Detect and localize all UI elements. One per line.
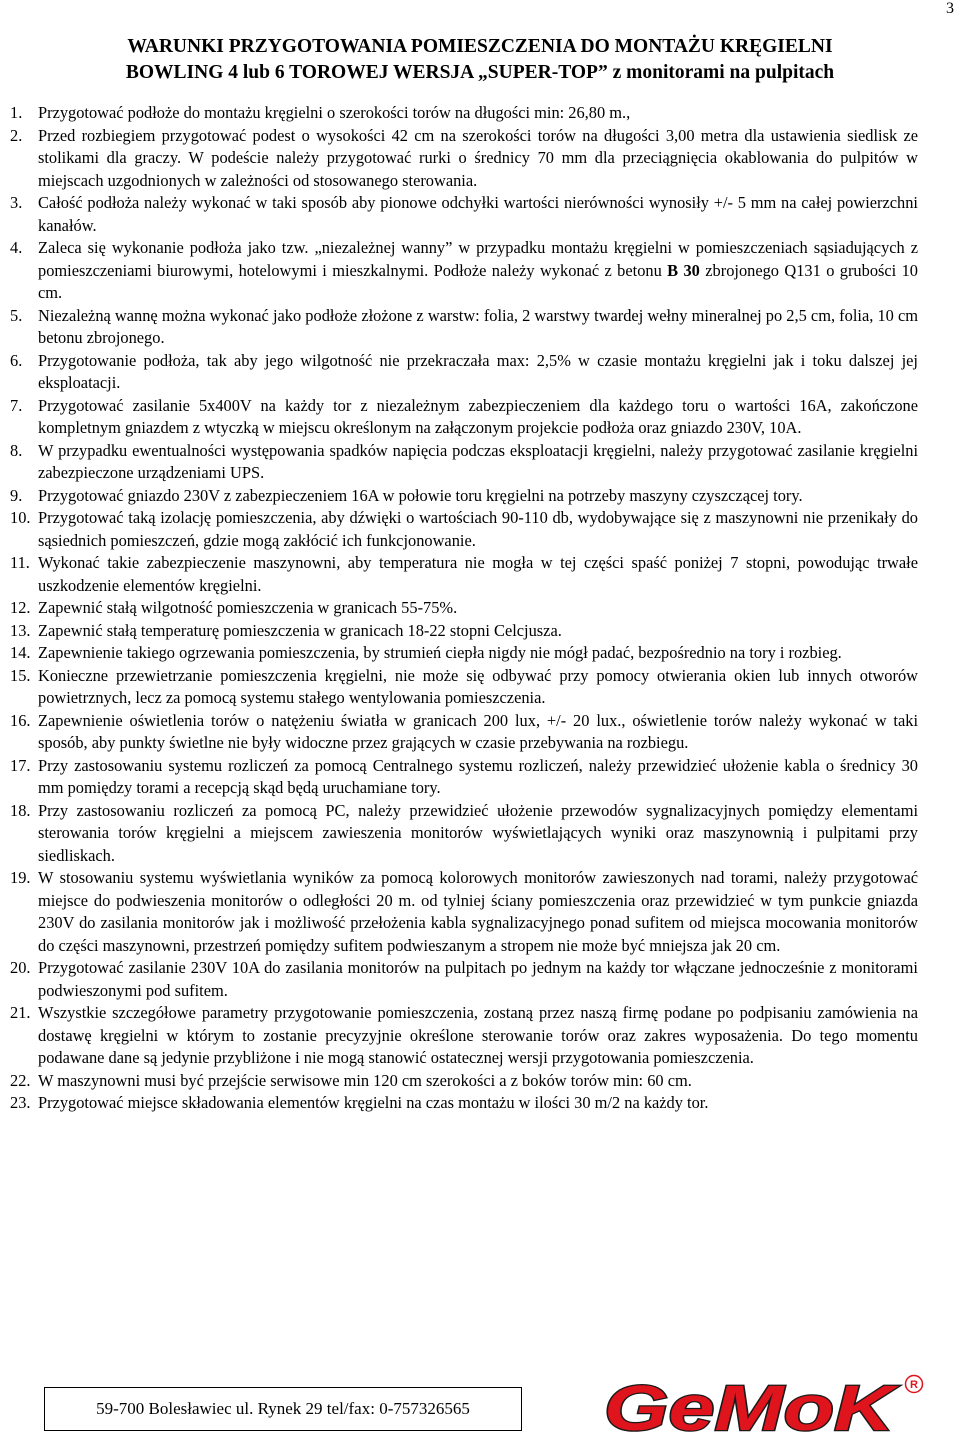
logo-wordmark: GeMoK — [604, 1374, 901, 1438]
item-text — [38, 237, 918, 305]
item-number: 7. — [10, 395, 23, 415]
list-item — [10, 1070, 918, 1093]
item-number: 19. — [10, 868, 31, 887]
item-number: 12. — [10, 598, 31, 617]
item-number: 17. — [10, 755, 31, 775]
list-item — [10, 507, 918, 552]
item-number: 21. — [10, 1003, 31, 1022]
item-number: 14. — [10, 643, 31, 662]
item-text: Przygotować taką izolację pomieszczenia, aby dźwięki o wartościach 90-110 db, wydobywające się z maszynowni nie przenikały do sąsiednich pomieszczeń, gdzie mogą zakłócić ich funkcjonowanie. — [38, 508, 918, 550]
list-item — [10, 192, 918, 237]
page-number: 3 — [946, 0, 954, 17]
company-address: 59-700 Bolesławiec ul. Rynek 29 tel/fax: 0-757326565 — [96, 1399, 470, 1418]
item-number: 10. — [10, 508, 31, 527]
list-item — [10, 440, 918, 485]
company-address-box — [44, 1387, 522, 1431]
item-text: Zapewnić stałą temperaturę pomieszczenia w granicach 18-22 stopni Celcjusza. — [38, 620, 562, 640]
item-number: 3. — [10, 193, 23, 212]
item-number: 1. — [10, 103, 23, 122]
list-item — [10, 237, 918, 305]
item-text: Całość podłoża należy wykonać w taki sposób aby pionowe odchyłki wartości nierówności wynosiły +/- 5 mm na całej powierzchni kanałów. — [38, 193, 918, 235]
title-line-1: WARUNKI PRZYGOTOWANIA POMIESZCZENIA DO MONTAŻU KRĘGIELNI — [127, 36, 833, 57]
list-item — [10, 755, 918, 800]
item-number: 9. — [10, 485, 23, 505]
item-text: Konieczne przewietrzanie pomieszczenia kręgielni, nie może się odbywać przy pomocy otwierania okien lub innych otworów powietrznych, lecz za pomocą systemu stałego wentylowania pomieszczenia. — [38, 665, 918, 707]
item-number: 15. — [10, 665, 31, 685]
item-text: Przed rozbiegiem przygotować podest o wysokości 42 cm na szerokości torów na długości 3,00 metra dla ustawienia siedlisk ze stolikami dla graczy. W podeście należy przygotować rurki o średnicy 70 mm dla przeciągnięcia okablowania do pulpitów w miejscach uzgodnionych w zależności od stosowanego sterowania. — [38, 125, 918, 190]
item-text: Przygotować gniazdo 230V z zabezpieczeniem 16A w połowie toru kręgielni na potrzeby maszyny czyszczącej tory. — [38, 485, 803, 505]
item-text: Przygotować zasilanie 5x400V na każdy tor z niezależnym zabezpieczeniem dla każdego toru o wartości 16A, zakończone kompletnym gniazdem z wtyczką w miejscu określonym na załączonym projekcie podłoża oraz gniazdo 230V, 10A. — [38, 395, 918, 437]
list-item — [10, 125, 918, 193]
item-text: Przygotować podłoże do montażu kręgielni o szerokości torów na długości min: 26,80 m., — [38, 103, 631, 122]
item-text: Zapewnić stałą wilgotność pomieszczenia w granicach 55-75%. — [38, 598, 458, 617]
item-text-part: zbrojonego Q131 o grubości 10 cm. — [38, 260, 918, 302]
title-line-2: BOWLING 4 lub 6 TOROWEJ WERSJA „SUPER-TOP” z monitorami na pulpitach — [125, 62, 835, 83]
item-number: 13. — [10, 620, 31, 640]
item-number: 23. — [10, 1093, 31, 1112]
item-text: Przygotować zasilanie 230V 10A do zasilania monitorów na pulpitach po jednym na każdy tor włączane jednocześnie z monitorami podwieszonymi pod sufitem. — [38, 958, 918, 1000]
list-item — [10, 1002, 918, 1070]
item-text: Przy zastosowaniu rozliczeń za pomocą PC, należy przewidzieć ułożenie przewodów sygnalizacyjnych pomiędzy elementami sterowania torów kręgielni a miejscem zawieszenia monitorów wyświetlających wyniki oraz maszynownią i pulpitami przy siedliskach. — [38, 800, 918, 865]
item-text: Zapewnienie takiego ogrzewania pomieszczenia, by strumień ciepła nigdy nie mógł padać, bezpośrednio na tory i rozbieg. — [38, 643, 842, 662]
item-text: Przygotować miejsce składowania elementów kręgielni na czas montażu w ilości 30 m/2 na każdy tor. — [38, 1093, 709, 1112]
list-item — [10, 350, 918, 395]
item-number: 16. — [10, 710, 31, 730]
list-item — [10, 710, 918, 755]
list-item — [10, 642, 918, 665]
registered-mark: R — [910, 1379, 918, 1391]
item-text: Przygotowanie podłoża, tak aby jego wilgotność nie przekraczała max: 2,5% w czasie montażu kręgielni jak i toku dalszej jej eksploatacji. — [38, 350, 918, 392]
item-number: 5. — [10, 305, 23, 325]
list-item — [10, 665, 918, 710]
gemok-logo — [598, 1374, 926, 1438]
list-item — [10, 620, 918, 643]
item-number: 8. — [10, 440, 23, 460]
item-text: Przy zastosowaniu systemu rozliczeń za pomocą Centralnego systemu rozliczeń, należy przewidzieć ułożenie kabla o średnicy 30 mm pomiędzy torami a recepcją skąd będą uruchamiane tory. — [38, 755, 918, 797]
item-text: W przypadku ewentualności występowania spadków napięcia podczas eksploatacji kręgielni, należy przygotować zasilanie kręgielni zabezpieczone urządzeniami UPS. — [38, 440, 918, 482]
list-item — [10, 597, 918, 620]
list-item — [10, 485, 918, 508]
item-text: Zapewnienie oświetlenia torów o natężeniu światła w granicach 200 lux, +/- 20 lux., oświetlenie torów należy wykonać w taki sposób, aby punkty świetlne nie były widoczne przez grających w czasie przebywania na rozbiegu. — [38, 710, 918, 752]
item-number: 6. — [10, 350, 23, 370]
item-text: Niezależną wannę można wykonać jako podłoże złożone z warstw: folia, 2 warstwy twardej wełny mineralnej po 2,5 cm, folia, 10 cm betonu zbrojonego. — [38, 305, 918, 347]
item-number: 11. — [10, 553, 30, 572]
item-text: Wszystkie szczegółowe parametry przygotowanie pomieszczenia, zostaną przez naszą firmę podane po podpisaniu zamówienia na dostawę kręgielni w którym to zostanie precyzyjnie określone sterowanie torów oraz zakres wyposażenia. Do tego momentu podawane dane są jedynie przybliżone i nie mogą stanowić ostatecznej wersji przygotowania pomieszczenia. — [38, 1003, 918, 1067]
requirements-list — [10, 102, 918, 1115]
list-item — [10, 1092, 918, 1115]
document-title — [0, 34, 960, 86]
list-item — [10, 395, 918, 440]
item-text: Wykonać takie zabezpieczenie maszynowni, aby temperatura nie mogła w tej części spaść poniżej 7 stopni, powodując trwałe uszkodzenie elementów kręgielni. — [38, 553, 918, 595]
item-number: 20. — [10, 958, 31, 977]
list-item — [10, 552, 918, 597]
item-number: 22. — [10, 1070, 31, 1090]
list-item — [10, 305, 918, 350]
item-number: 4. — [10, 238, 23, 257]
list-item — [10, 800, 918, 868]
concrete-class: B 30 — [667, 260, 700, 280]
list-item — [10, 867, 918, 957]
item-number: 18. — [10, 800, 31, 820]
list-item — [10, 957, 918, 1002]
item-text: W maszynowni musi być przejście serwisowe min 120 cm szerokości a z boków torów min: 60 cm. — [38, 1070, 692, 1090]
item-text-part: Zaleca się wykonanie podłoża jako tzw. „niezależnej wanny” w przypadku montażu kręgielni w pomieszczeniach sąsiadujących z pomieszczeniami biurowymi, hotelowymi i mieszkalnymi. Podłoże należy wykonać z betonu — [38, 238, 918, 280]
list-item — [10, 102, 918, 125]
item-text: W stosowaniu systemu wyświetlania wyników za pomocą kolorowych monitorów zawieszonych nad torami, należy przygotować miejsce do podwieszenia monitorów o odległości 20 m. od tylniej ściany pomieszczenia oraz przewidzieć w tym punkcie gniazda 230V do zasilania monitorów jak i możliwość przełożenia kabla sygnalizacyjnego ponad sufitem od miejsca mocowania monitorów do części maszynowni, przestrzeń pomiędzy sufitem podwieszanym a stropem nie może być mniejsza jak 20 cm. — [38, 868, 918, 955]
item-number: 2. — [10, 125, 23, 145]
